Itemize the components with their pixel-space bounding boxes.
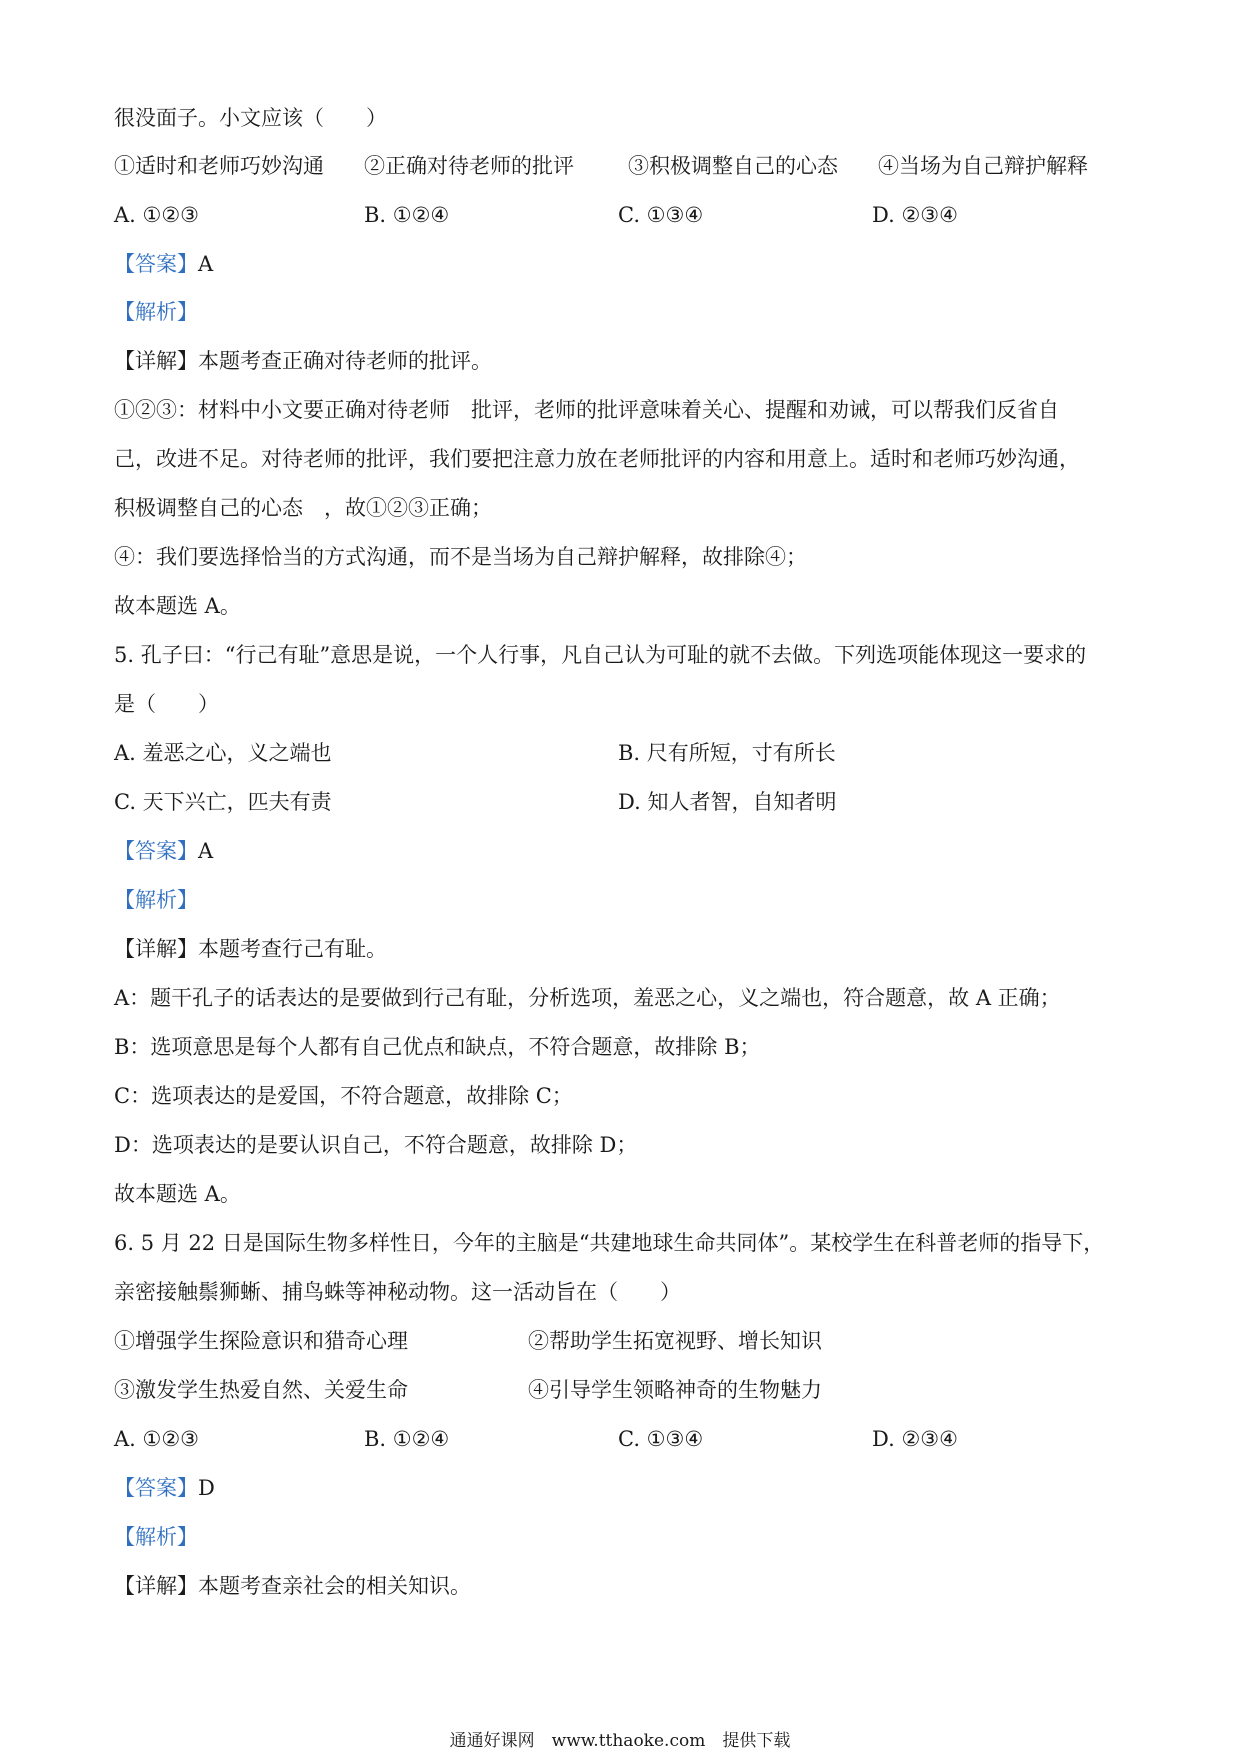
q5-option-c: C. 天下兴亡，匹夫有责 bbox=[114, 790, 332, 814]
q4-option-a: A. ①②③ bbox=[114, 203, 199, 227]
q6-stem-line-2: 亲密接触鬃狮蜥、捕鸟蛛等神秘动物。这一活动旨在（ ） bbox=[114, 1280, 681, 1304]
q5-analysis-line-4: D：选项表达的是要认识自己，不符合题意，故排除 D； bbox=[114, 1133, 638, 1157]
q4-analysis-line-2: 己，改进不足。对待老师的批评，我们要把注意力放在老师批评的内容和用意上。适时和老师巧妙沟通， bbox=[114, 447, 1080, 471]
q4-detail bbox=[114, 347, 492, 375]
q6-stem-line-1: 6. 5 月 22 日是国际生物多样性日，今年的主脑是“共建地球生命共同体”。某校学生在科普老师的指导下， bbox=[114, 1231, 1105, 1255]
q6-answer bbox=[114, 1474, 215, 1502]
q5-detail bbox=[114, 935, 387, 963]
q5-conclusion: 故本题选 A。 bbox=[114, 1182, 241, 1206]
answer-label: 【答案】 bbox=[114, 839, 198, 863]
q5-stem-line-2: 是（ ） bbox=[114, 692, 219, 716]
q5-answer bbox=[114, 837, 213, 865]
page-footer: 通通好课网 www.tthaoke.com 提供下载 bbox=[449, 1731, 791, 1751]
q4-stem-tail: 很没面子。小文应该（ ） bbox=[114, 106, 387, 130]
q6-detail bbox=[114, 1572, 471, 1600]
detail-text: 本题考查亲社会的相关知识。 bbox=[198, 1574, 471, 1598]
q5-analysis-line-2: B：选项意思是每个人都有自己优点和缺点，不符合题意，故排除 B； bbox=[114, 1035, 761, 1059]
q6-option-c: C. ①③④ bbox=[618, 1427, 704, 1451]
q4-analysis-line-4: ④：我们要选择恰当的方式沟通，而不是当场为自己辩护解释，故排除④； bbox=[114, 545, 807, 569]
answer-value: D bbox=[198, 1476, 215, 1500]
detail-label: 【详解】 bbox=[114, 1574, 198, 1598]
q6-choice-2: ②帮助学生拓宽视野、增长知识 bbox=[528, 1329, 822, 1353]
q6-option-a: A. ①②③ bbox=[114, 1427, 199, 1451]
detail-label: 【详解】 bbox=[114, 937, 198, 961]
q4-analysis-line-3: 积极调整自己的心态 ，故①②③正确； bbox=[114, 496, 492, 520]
q6-choice-3: ③激发学生热爱自然、关爱生命 bbox=[114, 1378, 408, 1402]
detail-text: 本题考查行己有耻。 bbox=[198, 937, 387, 961]
q4-answer bbox=[114, 250, 213, 278]
q5-analysis-label: 【解析】 bbox=[114, 888, 198, 912]
q4-choice-3: ③积极调整自己的心态 bbox=[628, 154, 838, 178]
q5-option-a: A. 羞恶之心，义之端也 bbox=[114, 741, 332, 765]
q4-option-b: B. ①②④ bbox=[364, 203, 450, 227]
q4-conclusion: 故本题选 A。 bbox=[114, 594, 241, 618]
q6-analysis-label: 【解析】 bbox=[114, 1525, 198, 1549]
q6-choice-1: ①增强学生探险意识和猎奇心理 bbox=[114, 1329, 408, 1353]
q6-option-d: D. ②③④ bbox=[872, 1427, 958, 1451]
answer-value: A bbox=[198, 252, 214, 276]
detail-label: 【详解】 bbox=[114, 349, 198, 373]
q4-option-c: C. ①③④ bbox=[618, 203, 704, 227]
detail-text: 本题考查正确对待老师的批评。 bbox=[198, 349, 492, 373]
q5-option-d: D. 知人者智，自知者明 bbox=[618, 790, 837, 814]
q4-analysis-line-1: ①②③：材料中小文要正确对待老师 批评，老师的批评意味着关心、提醒和劝诫，可以帮我们反省自 bbox=[114, 398, 1059, 422]
q4-option-d: D. ②③④ bbox=[872, 203, 958, 227]
answer-value: A bbox=[198, 839, 214, 863]
q6-option-b: B. ①②④ bbox=[364, 1427, 450, 1451]
q5-analysis-line-3: C：选项表达的是爱国，不符合题意，故排除 C； bbox=[114, 1084, 573, 1108]
answer-label: 【答案】 bbox=[114, 252, 198, 276]
q5-stem-line-1: 5. 孔子曰：“行己有耻”意思是说，一个人行事，凡自己认为可耻的就不去做。下列选项能体现这一要求的 bbox=[114, 643, 1087, 667]
q6-choice-4: ④引导学生领略神奇的生物魅力 bbox=[528, 1378, 822, 1402]
q4-choice-2: ②正确对待老师的批评 bbox=[364, 154, 574, 178]
q5-option-b: B. 尺有所短，寸有所长 bbox=[618, 741, 836, 765]
q5-analysis-line-1: A：题干孔子的话表达的是要做到行己有耻，分析选项，羞恶之心，义之端也，符合题意，故 A 正确； bbox=[114, 986, 1061, 1010]
q4-choice-4: ④当场为自己辩护解释 bbox=[878, 154, 1088, 178]
q4-analysis-label: 【解析】 bbox=[114, 300, 198, 324]
q4-choice-1: ①适时和老师巧妙沟通 bbox=[114, 154, 324, 178]
answer-label: 【答案】 bbox=[114, 1476, 198, 1500]
